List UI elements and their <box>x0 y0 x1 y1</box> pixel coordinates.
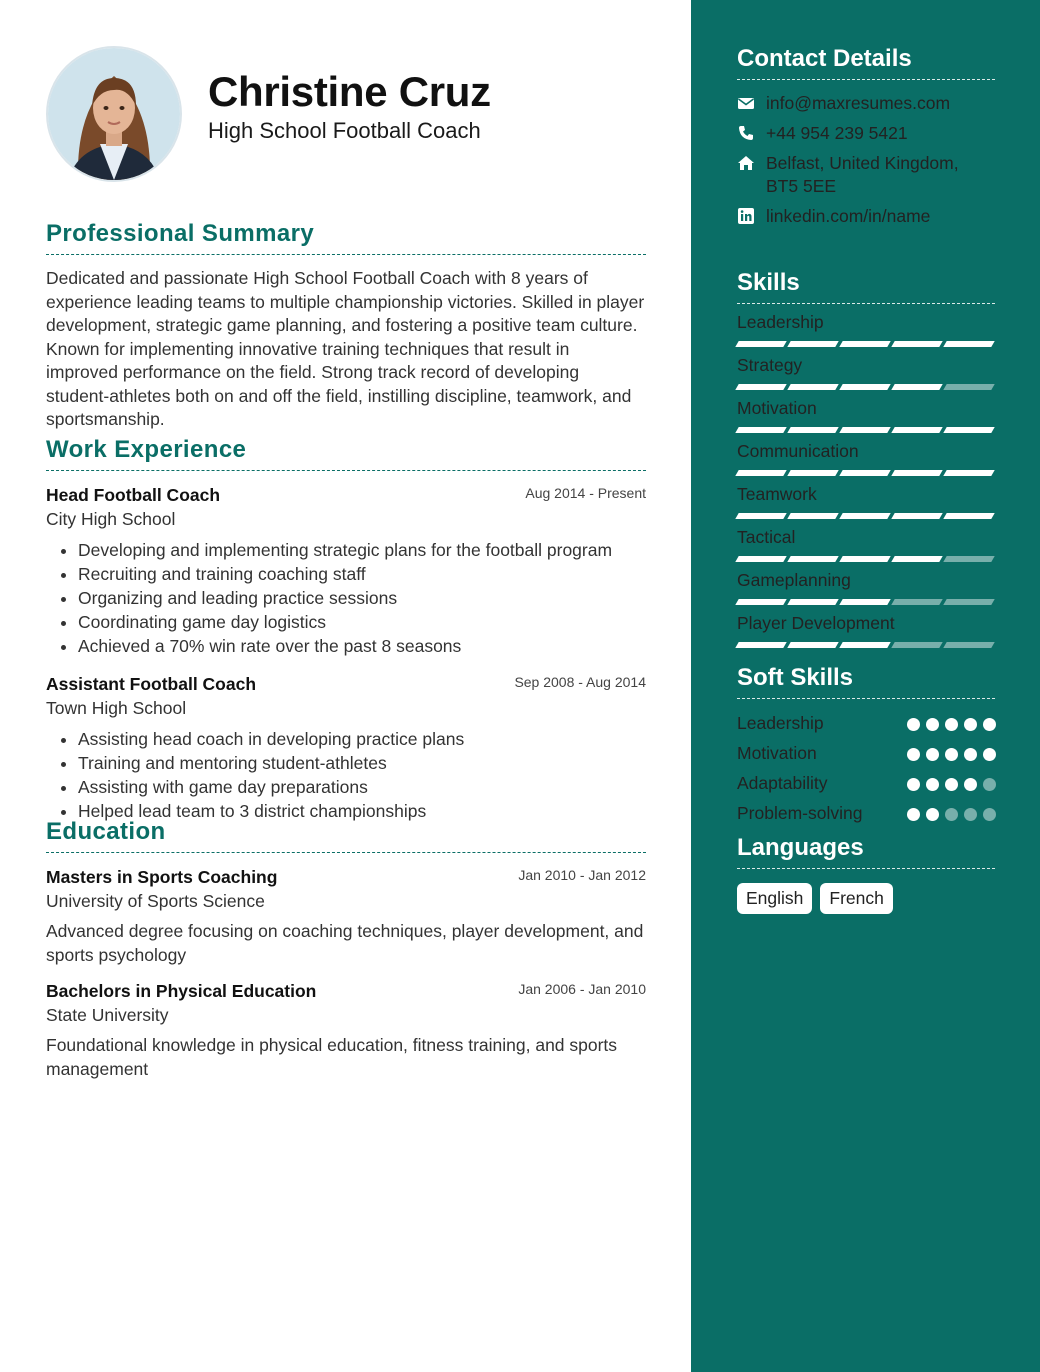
candidate-role: High School Football Coach <box>208 118 481 143</box>
languages-title: Languages <box>737 834 995 869</box>
degree-description: Foundational knowledge in physical education, fitness training, and sports management <box>46 1035 618 1079</box>
contact-address <box>737 152 995 198</box>
address-text: Belfast, United Kingdom, BT5 5EE <box>766 153 959 196</box>
home-icon <box>737 154 755 172</box>
profile-photo <box>46 46 182 182</box>
soft-skill-item <box>737 768 995 798</box>
skill-name: Player Development <box>737 613 895 633</box>
skill-name: Strategy <box>737 355 803 375</box>
skill-item <box>737 527 995 562</box>
soft-skill-rating <box>907 808 996 821</box>
skill-level-segment <box>891 470 942 476</box>
job-bullet: • Training and mentoring student-athletes <box>78 751 646 775</box>
job-bullet: • Organizing and leading practice sessions <box>78 586 646 610</box>
job-bullet: • Coordinating game day logistics <box>78 610 646 634</box>
contact-section <box>737 45 995 228</box>
summary-section <box>46 220 646 432</box>
job-bullet: • Assisting head coach in developing practice plans <box>78 727 646 751</box>
candidate-name: Christine Cruz <box>208 68 491 115</box>
skill-level-segment <box>839 599 890 605</box>
phone-icon <box>737 124 755 142</box>
job-org: City High School <box>46 509 176 529</box>
rating-dot <box>964 778 977 791</box>
education-entry <box>46 867 646 967</box>
skill-item <box>737 441 995 476</box>
skill-level-bar <box>737 384 995 390</box>
soft-skills-section <box>737 664 995 828</box>
skill-level-segment <box>787 556 838 562</box>
skill-level-segment <box>787 642 838 648</box>
soft-skill-name: Adaptability <box>737 773 828 793</box>
contact-email[interactable] <box>737 92 995 115</box>
skill-level-segment <box>891 556 942 562</box>
rating-dot <box>926 748 939 761</box>
skill-item <box>737 484 995 519</box>
skill-level-segment <box>735 642 786 648</box>
education-section <box>46 818 646 1081</box>
linkedin-text: linkedin.com/in/name <box>766 206 931 226</box>
email-text: info@maxresumes.com <box>766 93 951 113</box>
skill-level-segment <box>735 384 786 390</box>
skill-level-segment <box>891 599 942 605</box>
skill-level-segment <box>891 341 942 347</box>
skill-level-segment <box>891 513 942 519</box>
job-date: Aug 2014 - Present <box>525 485 646 501</box>
rating-dot <box>907 778 920 791</box>
skill-level-segment <box>943 470 994 476</box>
degree-description: Advanced degree focusing on coaching techniques, player development, and sports psychology <box>46 921 644 965</box>
skill-level-bar <box>737 642 995 648</box>
rating-dot <box>945 778 958 791</box>
job-date: Sep 2008 - Aug 2014 <box>514 674 646 690</box>
skill-item <box>737 312 995 347</box>
education-title: Education <box>46 818 646 853</box>
job-bullets <box>46 727 646 823</box>
experience-section <box>46 436 646 823</box>
job-title: Head Football Coach <box>46 485 221 505</box>
soft-skill-rating <box>907 748 996 761</box>
skill-name: Communication <box>737 441 859 461</box>
job-org: Town High School <box>46 698 187 718</box>
job-title: Assistant Football Coach <box>46 674 257 694</box>
skill-level-segment <box>787 599 838 605</box>
degree-title: Bachelors in Physical Education <box>46 981 317 1001</box>
education-entry <box>46 981 646 1081</box>
skill-item <box>737 570 995 605</box>
soft-skills-list <box>737 708 995 828</box>
skill-level-segment <box>839 470 890 476</box>
skill-level-segment <box>891 642 942 648</box>
soft-skill-name: Leadership <box>737 713 824 733</box>
skill-level-segment <box>943 341 994 347</box>
soft-skill-item <box>737 708 995 738</box>
rating-dot <box>926 778 939 791</box>
envelope-icon <box>737 94 755 112</box>
skills-title: Skills <box>737 269 995 304</box>
summary-text: Dedicated and passionate High School Football Coach with 8 years of experience leading teams to multiple championship victories. Skilled in player development, strategic game planning, and fostering a positive team culture. Known for implementing innovative training techniques that result in improved performance on the field. Strong track record of developing student-athletes both on and off the field, instilling discipline, teamwork, and sportsmanship. <box>46 268 645 429</box>
skill-level-segment <box>735 470 786 476</box>
skill-name: Motivation <box>737 398 817 418</box>
job-bullet: • Achieved a 70% win rate over the past 8 seasons <box>78 634 646 658</box>
skill-level-segment <box>735 599 786 605</box>
skill-level-segment <box>943 556 994 562</box>
rating-dot <box>926 718 939 731</box>
skill-name: Teamwork <box>737 484 817 504</box>
summary-title: Professional Summary <box>46 220 646 255</box>
skill-level-segment <box>891 384 942 390</box>
soft-skill-rating <box>907 778 996 791</box>
skill-level-segment <box>735 341 786 347</box>
skill-level-segment <box>839 384 890 390</box>
skill-level-segment <box>891 427 942 433</box>
skill-level-segment <box>943 513 994 519</box>
skill-name: Gameplanning <box>737 570 851 590</box>
skills-list <box>737 312 995 648</box>
soft-skill-item <box>737 798 995 828</box>
rating-dot <box>964 718 977 731</box>
skill-item <box>737 355 995 390</box>
soft-skill-name: Problem-solving <box>737 803 863 823</box>
skill-level-segment <box>943 384 994 390</box>
skill-name: Leadership <box>737 312 824 332</box>
skill-item <box>737 613 995 648</box>
languages-section <box>737 834 995 914</box>
rating-dot <box>945 808 958 821</box>
skill-level-segment <box>839 341 890 347</box>
contact-linkedin[interactable] <box>737 205 995 228</box>
degree-date: Jan 2010 - Jan 2012 <box>518 867 646 883</box>
job-bullet: • Recruiting and training coaching staff <box>78 562 646 586</box>
phone-text: +44 954 239 5421 <box>766 123 908 143</box>
contact-title: Contact Details <box>737 45 995 80</box>
skill-level-bar <box>737 599 995 605</box>
skill-level-segment <box>787 513 838 519</box>
skill-level-bar <box>737 513 995 519</box>
rating-dot <box>983 718 996 731</box>
skill-level-bar <box>737 556 995 562</box>
job-bullets <box>46 538 646 658</box>
rating-dot <box>964 808 977 821</box>
skill-level-segment <box>787 470 838 476</box>
skill-level-segment <box>839 556 890 562</box>
degree-title: Masters in Sports Coaching <box>46 867 278 887</box>
rating-dot <box>907 748 920 761</box>
language-chip: English <box>737 883 812 914</box>
rating-dot <box>926 808 939 821</box>
degree-date: Jan 2006 - Jan 2010 <box>518 981 646 997</box>
skill-level-segment <box>839 642 890 648</box>
experience-title: Work Experience <box>46 436 646 471</box>
skill-level-segment <box>943 599 994 605</box>
rating-dot <box>983 808 996 821</box>
rating-dot <box>983 778 996 791</box>
soft-skills-title: Soft Skills <box>737 664 995 699</box>
rating-dot <box>907 718 920 731</box>
contact-phone[interactable] <box>737 122 995 145</box>
skill-item <box>737 398 995 433</box>
job-entry <box>46 485 646 658</box>
skills-section <box>737 269 995 648</box>
soft-skill-item <box>737 738 995 768</box>
rating-dot <box>983 748 996 761</box>
linkedin-icon <box>737 207 755 225</box>
skill-name: Tactical <box>737 527 796 547</box>
skill-level-segment <box>839 513 890 519</box>
skill-level-segment <box>735 556 786 562</box>
language-chip: French <box>820 883 892 914</box>
skill-level-segment <box>735 427 786 433</box>
skill-level-segment <box>839 427 890 433</box>
job-entry <box>46 674 646 823</box>
job-bullet: • Developing and implementing strategic plans for the football program <box>78 538 646 562</box>
soft-skill-name: Motivation <box>737 743 817 763</box>
skill-level-segment <box>787 341 838 347</box>
skill-level-segment <box>943 642 994 648</box>
skill-level-bar <box>737 427 995 433</box>
soft-skill-rating <box>907 718 996 731</box>
skill-level-segment <box>787 427 838 433</box>
rating-dot <box>945 748 958 761</box>
skill-level-bar <box>737 470 995 476</box>
job-bullet: • Assisting with game day preparations <box>78 775 646 799</box>
skill-level-segment <box>787 384 838 390</box>
school-name: University of Sports Science <box>46 891 265 911</box>
rating-dot <box>964 748 977 761</box>
skill-level-segment <box>943 427 994 433</box>
rating-dot <box>907 808 920 821</box>
rating-dot <box>945 718 958 731</box>
skill-level-bar <box>737 341 995 347</box>
skill-level-segment <box>735 513 786 519</box>
job-bullet: • Helped lead team to 3 district championships <box>78 799 646 823</box>
languages-list <box>737 883 995 914</box>
school-name: State University <box>46 1005 169 1025</box>
